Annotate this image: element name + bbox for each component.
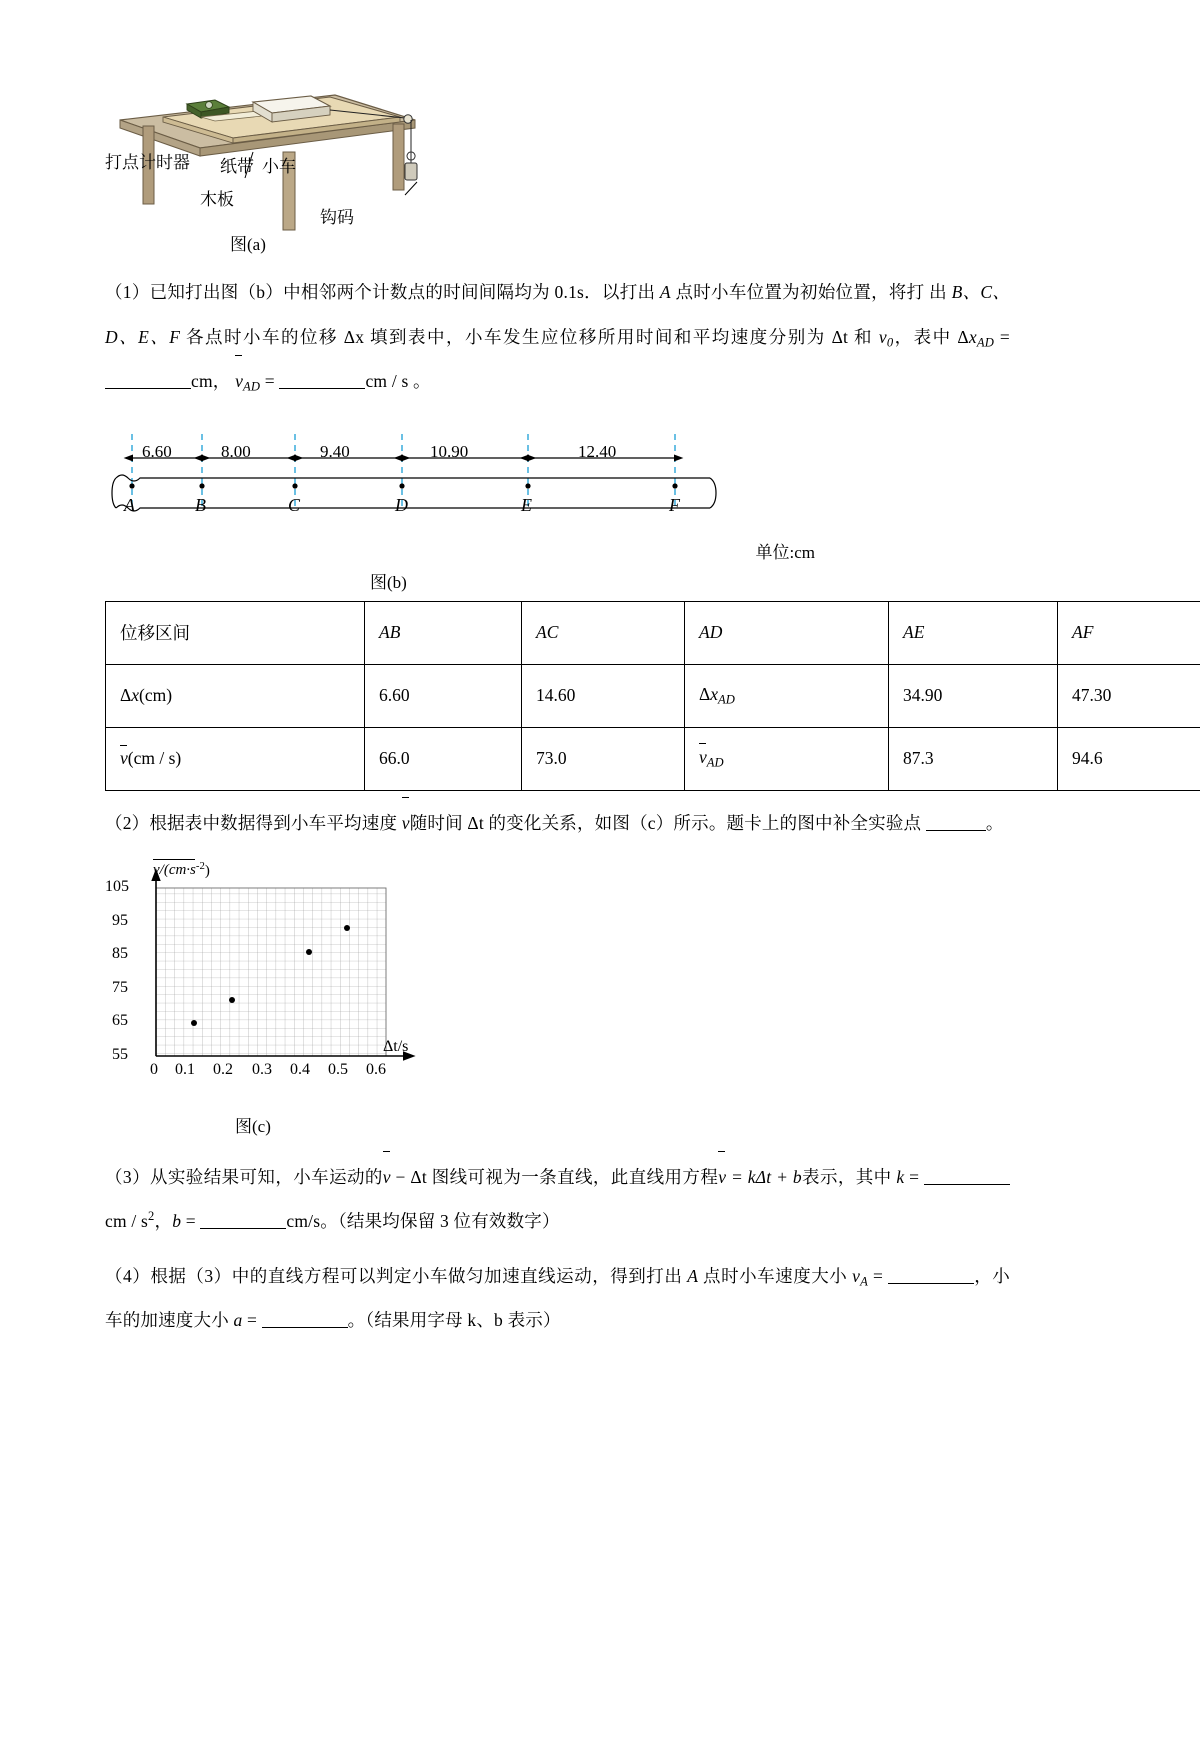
q1-unit2: cm / s 。 (365, 371, 430, 391)
q1-vbar: v (235, 359, 243, 404)
q3-part1: （3）从实验结果可知，小车运动的 (105, 1167, 383, 1187)
chart-xtick-02: 0.2 (213, 1061, 233, 1079)
q3-eq1: = (904, 1167, 924, 1187)
figure-b-point-C: C (288, 495, 300, 516)
q4-part1: （4）根据（3）中的直线方程可以判定小车做匀加速直线运动，得到打出 (105, 1266, 687, 1286)
answer-blank-k[interactable] (924, 1184, 1010, 1185)
q1-vbar-sub: AD (243, 380, 260, 394)
figure-a (105, 60, 1010, 260)
q3-eq-vbar: v (718, 1155, 726, 1200)
data-table (105, 601, 1200, 791)
figure-c-caption: 图(c) (235, 1112, 271, 1137)
table-cell-v-af: 94.6 (1058, 727, 1200, 790)
q4-eq2: = (242, 1310, 261, 1330)
chart-xtick-03: 0.3 (252, 1061, 272, 1079)
chart-xtick-04: 0.4 (290, 1061, 310, 1079)
chart-ytick-65: 65 (112, 1012, 128, 1030)
worksheet-page (0, 60, 1200, 1758)
figure-b-point-E: E (521, 495, 532, 516)
q4-a-symbol: a (233, 1310, 242, 1330)
table-row-header-v: v(cm / s) (106, 727, 365, 790)
q1-dx-sub: AD (977, 335, 994, 349)
table-cell-dx-ae: 34.90 (889, 664, 1058, 727)
q2-part2: 随时间 Δt 的变化关系，如图（c）所示。题卡上的图中补全实验点 (410, 813, 922, 833)
q4-part3: ，小车的加速度大小 (105, 1266, 1010, 1331)
q4-va: v (852, 1266, 860, 1286)
table-row (106, 727, 1200, 790)
question-2 (105, 801, 1010, 846)
q1-point-a: A (660, 282, 671, 302)
figure-b-interval-2: 9.40 (320, 442, 350, 462)
answer-blank-q2[interactable] (926, 830, 986, 831)
q1-dx: x (969, 327, 977, 347)
q3-unit1-exp: 2 (148, 1209, 155, 1223)
answer-blank-v-ad[interactable] (279, 388, 365, 389)
table-row (106, 664, 1200, 727)
chart-xtick-0: 0 (150, 1061, 158, 1079)
table-cell-af-header: AF (1058, 601, 1200, 664)
figure-b-point-F: F (669, 495, 680, 516)
question-4 (105, 1254, 1010, 1343)
q3-eq2: = (181, 1211, 200, 1231)
question-3 (105, 1155, 1010, 1244)
q3-part2: − Δt 图线可视为一条直线，此直线用方程 (391, 1167, 718, 1187)
answer-blank-dx-ad[interactable] (105, 388, 191, 389)
q1-line1-part1: （1）已知打出图（b）中相邻两个计数点的时间间隔均为 0.1s．以打出 (105, 282, 660, 302)
q3-equation: = kΔt + b (726, 1167, 802, 1187)
q1-line1-part2: 点时小车位置为初始位置，将打 (671, 282, 925, 302)
table-cell-dx-ab: 6.60 (365, 664, 522, 727)
figure-b-unit-label: 单位:cm (756, 538, 816, 563)
chart-point-3 (344, 925, 350, 931)
q1-v0: v (879, 327, 887, 347)
table-cell-ac-header: AC (522, 601, 685, 664)
figure-a-label-tape: 纸带 (220, 152, 254, 177)
q1-line2-part1: 出 (929, 282, 951, 302)
q1-line2-part2: 各点时小车的位移 Δx 填到表中，小车发生应位移所用时间和平均速度分别为 Δt 和 (180, 327, 873, 347)
q2-part1: （2）根据表中数据得到小车平均速度 (105, 813, 402, 833)
q4-va-sub: A (860, 1274, 868, 1288)
chart-point-0 (191, 1020, 197, 1026)
q1-eq1: = (994, 327, 1010, 347)
figure-c (105, 860, 1010, 1145)
figure-b-interval-3: 10.90 (430, 442, 468, 462)
chart-ytick-75: 75 (112, 979, 128, 997)
q1-eq2: = (260, 371, 279, 391)
q4-eq1: = (868, 1266, 888, 1286)
table-cell-v-ad: $v_{AD}$ (685, 727, 889, 790)
q2-part3: 。 (986, 813, 1004, 833)
answer-blank-va[interactable] (888, 1283, 974, 1284)
chart-y-axis-label: $v/(cm\cdot s^{-2})$ (153, 860, 210, 880)
table-cell-ad-header: AD (685, 601, 889, 664)
q3-part3: 表示，其中 (802, 1167, 892, 1187)
q1-unit1: cm， (191, 371, 230, 391)
table-cell-v-ab: 66.0 (365, 727, 522, 790)
q1-points-list: B、C、D、E、F (105, 282, 1010, 347)
figure-b-interval-1: 8.00 (221, 442, 251, 462)
chart-ytick-55: 55 (112, 1046, 128, 1064)
table-row-header-dx: Δx(cm) (106, 664, 365, 727)
chart-ytick-85: 85 (112, 945, 128, 963)
q3-comma: ， (155, 1211, 173, 1231)
chart-point-1 (229, 997, 235, 1003)
figure-b-caption: 图(b) (370, 568, 407, 593)
figure-a-caption: 图(a) (230, 230, 266, 255)
table-header-region: 位移区间 (106, 601, 365, 664)
table-cell-dx-af: 47.30 (1058, 664, 1200, 727)
chart-point-2 (306, 949, 312, 955)
q4-part4: 。（结果用字母 k、b 表示） (348, 1310, 561, 1330)
question-1 (105, 270, 1010, 404)
q3-b-symbol: b (172, 1211, 181, 1231)
q3-vbar: v (383, 1155, 391, 1200)
chart-ytick-105: 105 (105, 878, 129, 896)
chart-x-axis-label: Δt/s (383, 1038, 408, 1056)
figure-a-label-cart: 小车 (262, 152, 296, 177)
chart-xtick-05: 0.5 (328, 1061, 348, 1079)
figure-b-drawing (110, 420, 750, 550)
q3-unit1: cm / s (105, 1211, 148, 1231)
q3-unit2: cm/s。（结果均保留 3 位有效数字） (286, 1211, 559, 1231)
chart-xtick-06: 0.6 (366, 1061, 386, 1079)
figure-a-label-weight: 钩码 (320, 203, 354, 228)
q1-v0-sub: 0 (887, 335, 894, 349)
figure-b-interval-0: 6.60 (142, 442, 172, 462)
q3-k-symbol: k (896, 1167, 904, 1187)
q4-part2: 点时小车速度大小 (698, 1266, 852, 1286)
table-cell-dx-ac: 14.60 (522, 664, 685, 727)
figure-a-label-board: 木板 (200, 185, 234, 210)
table-cell-v-ae: 87.3 (889, 727, 1058, 790)
chart-xtick-01: 0.1 (175, 1061, 195, 1079)
answer-blank-b[interactable] (200, 1228, 286, 1229)
answer-blank-a[interactable] (262, 1327, 348, 1328)
table-row (106, 601, 1200, 664)
figure-b-point-A: A (124, 495, 135, 516)
figure-b-point-B: B (195, 495, 206, 516)
figure-b-interval-4: 12.40 (578, 442, 616, 462)
table-cell-v-ac: 73.0 (522, 727, 685, 790)
chart-grid (156, 888, 386, 1056)
q1-line3-part1: ，表中 Δ (893, 327, 969, 347)
table-cell-ab-header: AB (365, 601, 522, 664)
figure-b (105, 420, 1010, 595)
figure-a-label-timer: 打点计时器 (105, 148, 190, 173)
chart-ytick-95: 95 (112, 912, 128, 930)
table-cell-dx-ad: $\Delta x_{AD}$ (685, 664, 889, 727)
q2-vbar: v (402, 801, 410, 846)
table-cell-ae-header: AE (889, 601, 1058, 664)
figure-b-point-D: D (395, 495, 408, 516)
q4-point-a: A (687, 1266, 698, 1286)
chart-scatter (110, 860, 440, 1105)
